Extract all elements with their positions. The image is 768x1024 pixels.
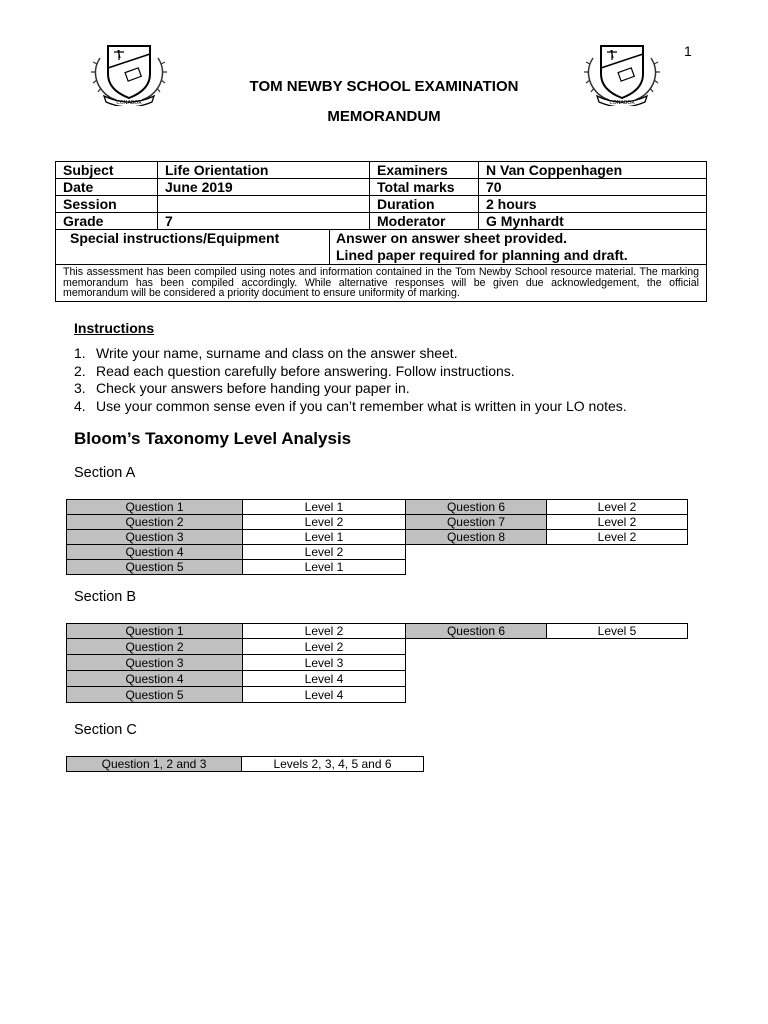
table-row: Question 2 Level 2 Question 7 Level 2 xyxy=(67,515,688,530)
table-row: Question 1 Level 2 Question 6 Level 5 xyxy=(67,624,688,639)
school-crest-right xyxy=(583,40,661,106)
crest-icon xyxy=(90,40,168,106)
duration-value: 2 hours xyxy=(479,196,707,213)
duration-label: Duration xyxy=(370,196,479,213)
info-table xyxy=(55,161,707,302)
table-row xyxy=(56,162,707,179)
section-b-heading: Section B xyxy=(74,589,137,605)
session-label: Session xyxy=(56,196,158,213)
svg-text:CONABOR: CONABOR xyxy=(116,100,142,106)
section-a-heading: Section A xyxy=(74,465,136,481)
grade-label: Grade xyxy=(56,213,158,230)
total-marks-value: 70 xyxy=(479,179,707,196)
session-value xyxy=(158,196,370,213)
memorandum-title: MEMORANDUM xyxy=(327,108,441,125)
table-row: Question 2 Level 2 xyxy=(67,639,688,655)
crest-icon xyxy=(583,40,661,106)
table-row xyxy=(56,179,707,196)
table-row: Question 3 Level 3 xyxy=(67,655,688,671)
list-item: 1. Write your name, surname and class on the answer sheet. xyxy=(74,345,458,361)
table-row xyxy=(56,213,707,230)
special-instructions-label: Special instructions/Equipment xyxy=(63,230,330,264)
school-crest-left xyxy=(90,40,168,106)
special-instructions-cell xyxy=(56,230,707,265)
assessment-note: This assessment has been compiled using notes and information contained in the Tom Newby School resource material. The marking memorandum has been compiled accordingly. While alternative responses will be given due acknowledgement, the official memorandum will be considered a priority document to ensure uniformity of marking. xyxy=(56,265,707,302)
date-value: June 2019 xyxy=(158,179,370,196)
table-row: Question 4 Level 2 xyxy=(67,545,688,560)
section-b-table xyxy=(66,623,688,703)
table-row: Question 1 Level 1 Question 6 Level 2 xyxy=(67,500,688,515)
subject-label: Subject xyxy=(56,162,158,179)
table-row xyxy=(56,230,707,265)
list-item: 4. Use your common sense even if you can’t remember what is written in your LO notes. xyxy=(74,397,627,414)
bloom-heading: Bloom’s Taxonomy Level Analysis xyxy=(74,429,352,448)
examiners-label: Examiners xyxy=(370,162,479,179)
moderator-value: G Mynhardt xyxy=(479,213,707,230)
table-row: Question 4 Level 4 xyxy=(67,671,688,687)
instructions-list xyxy=(74,345,627,415)
page-number: 1 xyxy=(684,43,692,59)
svg-text:CONABOR: CONABOR xyxy=(609,100,635,106)
special-instructions-line-1: Answer on answer sheet provided. xyxy=(336,230,568,246)
list-item: 2. Read each question carefully before answering. Follow instructions. xyxy=(74,362,515,379)
table-row: Question 3 Level 1 Question 8 Level 2 xyxy=(67,530,688,545)
total-marks-label: Total marks xyxy=(370,179,479,196)
section-a-table xyxy=(66,499,688,575)
table-row: Question 1, 2 and 3 Levels 2, 3, 4, 5 and 6 xyxy=(67,757,424,772)
instructions-heading: Instructions xyxy=(74,320,155,336)
section-c-heading: Section C xyxy=(74,722,137,738)
grade-value: 7 xyxy=(158,213,370,230)
list-item: 3. Check your answers before handing your paper in. xyxy=(74,380,410,396)
exam-title: TOM NEWBY SCHOOL EXAMINATION xyxy=(249,78,519,95)
moderator-label: Moderator xyxy=(370,213,479,230)
table-row xyxy=(56,265,707,302)
table-row xyxy=(56,196,707,213)
date-label: Date xyxy=(56,179,158,196)
table-row: Question 5 Level 1 xyxy=(67,560,688,575)
special-instructions-line-2: Lined paper required for planning and draft. xyxy=(336,247,628,263)
examiners-value: N Van Coppenhagen xyxy=(479,162,707,179)
section-c-table xyxy=(66,756,424,772)
table-row: Question 5 Level 4 xyxy=(67,687,688,703)
subject-value: Life Orientation xyxy=(158,162,370,179)
